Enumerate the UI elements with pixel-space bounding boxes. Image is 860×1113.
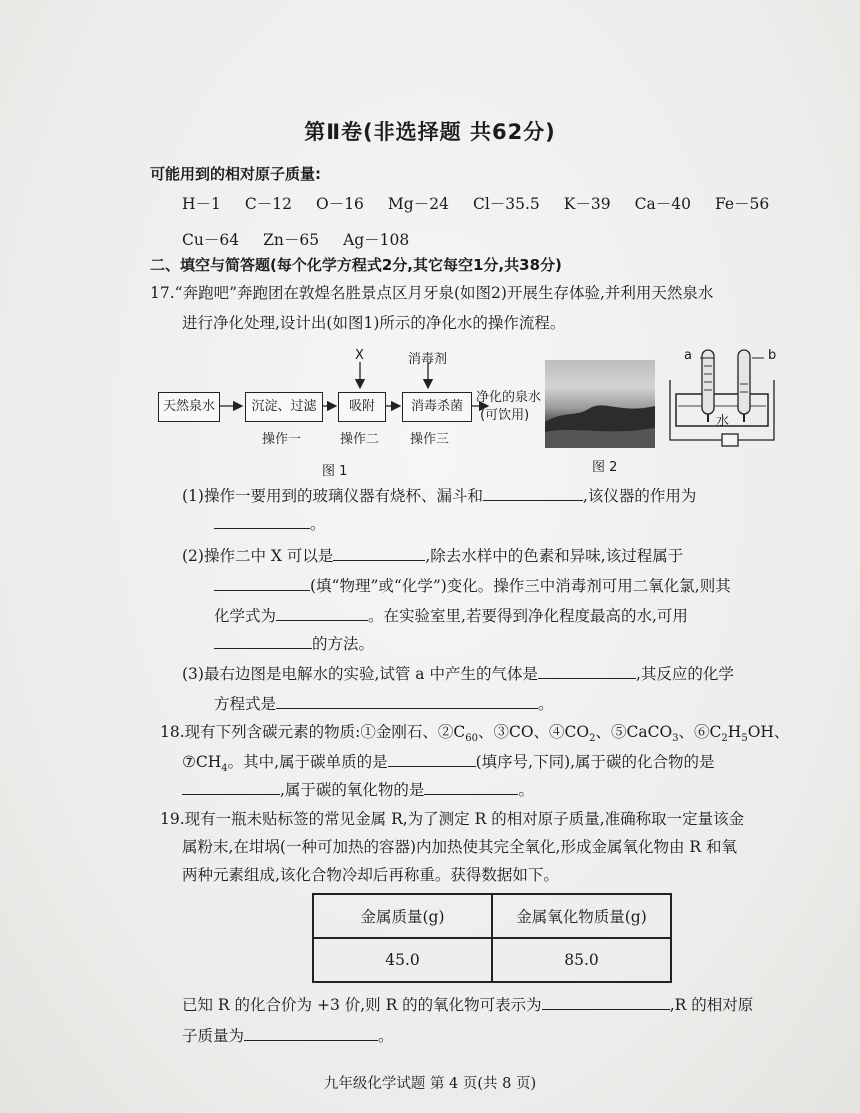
op-2-label: 操作二 [340, 432, 380, 447]
atomic-mass: Cl－35.5 [472, 195, 540, 213]
table-cell: 85.0 [492, 938, 671, 982]
answer-blank[interactable] [214, 513, 310, 529]
text: (1)操作一要用到的玻璃仪器有烧杯、漏斗和 [182, 487, 483, 505]
q19-after-line-2 [182, 1024, 394, 1046]
text: 18.现有下列含碳元素的物质:①金刚石、②C [160, 723, 466, 741]
text: 方程式是 [214, 695, 277, 713]
table-header-cell: 金属质量(g) [313, 894, 492, 938]
answer-blank[interactable] [214, 633, 312, 649]
mass-data-table [312, 893, 672, 983]
section-heading: 二、填空与简答题(每个化学方程式2分,其它每空1分,共38分) [150, 256, 562, 274]
atomic-mass: Fe－56 [714, 195, 770, 213]
text: 化学式为 [214, 607, 277, 625]
answer-blank[interactable] [538, 663, 636, 679]
text: 。 [538, 695, 554, 713]
answer-blank[interactable] [388, 751, 476, 767]
q17-part-1-cont [214, 512, 326, 534]
answer-blank[interactable] [182, 779, 280, 795]
table-header-row [313, 894, 671, 938]
q18-line-1 [160, 720, 789, 744]
table-header-cell: 金属氧化物质量(g) [492, 894, 671, 938]
atomic-mass: Ca－40 [634, 195, 691, 213]
q17-part-2-line-3 [214, 604, 688, 626]
figure-2-caption: 图 2 [592, 460, 618, 475]
figure-1-caption: 图 1 [322, 464, 348, 479]
text: 的方法。 [312, 635, 375, 653]
table-row [313, 938, 671, 982]
q17-part-3 [182, 662, 734, 684]
text: H [727, 723, 742, 741]
answer-blank[interactable] [276, 605, 368, 621]
atomic-mass: H－1 [182, 195, 221, 213]
atomic-mass: O－16 [315, 195, 364, 213]
text: OH、 [747, 723, 790, 741]
atomic-mass-row-2 [182, 228, 433, 250]
atomic-mass: Mg－24 [387, 195, 449, 213]
atomic-mass: Zn－65 [263, 231, 320, 249]
flow-output-line-1: 净化的泉水 [476, 390, 542, 405]
q19-after-line-1 [182, 993, 753, 1015]
q18-line-3 [182, 778, 534, 800]
photo-landscape [545, 392, 655, 448]
q19-line-3: 两种元素组成,该化合物冷却后再称重。获得数据如下。 [182, 866, 559, 884]
subscript: 5 [741, 733, 748, 745]
text: (填序号,下同),属于碳的化合物的是 [475, 753, 715, 771]
op-1-label: 操作一 [262, 432, 302, 447]
text: (2)操作二中 X 可以是 [182, 547, 334, 565]
op-3-label: 操作三 [410, 432, 450, 447]
atomic-mass: K－39 [563, 195, 611, 213]
text: ,R 的相对原 [669, 996, 754, 1014]
text: ,除去水样中的色素和异味,该过程属于 [425, 547, 684, 565]
page-footer: 九年级化学试题 第 4 页(共 8 页) [323, 1076, 537, 1092]
atomic-mass: Ag－108 [343, 231, 410, 249]
q17-part-1 [182, 484, 696, 506]
text: ,该仪器的作用为 [582, 487, 697, 505]
q19-line-1: 19.现有一瓶未贴标签的常见金属 R,为了测定 R 的相对原子质量,准确称取一定量该金 [160, 810, 745, 828]
text: 。 [310, 515, 326, 533]
q19-line-2: 属粉末,在坩埚(一种可加热的容器)内加热使其完全氧化,形成金属氧化物由 R 和氧 [182, 838, 737, 856]
text: 。 [518, 781, 534, 799]
text: 。其中,属于碳单质的是 [227, 753, 388, 771]
text: ,属于碳的氧化物的是 [280, 781, 425, 799]
text: (3)最右边图是电解水的实验,试管 a 中产生的气体是 [182, 665, 538, 683]
q17-part-2-line-2 [214, 574, 731, 596]
flow-output-line-2: (可饮用) [480, 408, 530, 423]
text: 已知 R 的化合价为 +3 价,则 R 的的氧化物可表示为 [182, 996, 542, 1014]
water-label: 水 [716, 414, 730, 429]
flow-input-x: X [355, 348, 364, 363]
q17-part-2-line-4 [214, 632, 374, 654]
text: 、③CO、④CO [477, 723, 590, 741]
atomic-mass-row-1 [182, 192, 793, 214]
subscript: 4 [221, 763, 228, 775]
subscript: 3 [672, 733, 679, 745]
flow-box-spring-water: 天然泉水 [158, 392, 220, 422]
answer-blank[interactable] [214, 575, 310, 591]
flow-box-adsorb: 吸附 [338, 392, 386, 422]
q17-line-2: 进行净化处理,设计出(如图1)所示的净化水的操作流程。 [182, 314, 566, 332]
electrolysis-apparatus [664, 340, 784, 452]
atomic-mass: Cu－64 [182, 231, 240, 249]
text: ,其反应的化学 [635, 665, 734, 683]
text: 。在实验室里,若要得到净化程度最高的水,可用 [368, 607, 688, 625]
q17-part-3-cont [214, 692, 554, 714]
answer-blank[interactable] [483, 485, 583, 501]
subscript: 60 [465, 733, 478, 745]
answer-blank[interactable] [542, 994, 670, 1010]
text: 。 [378, 1027, 394, 1045]
tube-b-label: b [768, 348, 777, 363]
atomic-mass: C－12 [244, 195, 292, 213]
q18-line-2 [182, 750, 715, 774]
answer-blank[interactable] [424, 779, 518, 795]
text: ⑦CH [182, 753, 222, 771]
q17-part-2 [182, 544, 683, 566]
text: (填“物理”或“化学”)变化。操作三中消毒剂可用二氧化氯,则其 [310, 577, 731, 595]
text: 、⑤CaCO [595, 723, 673, 741]
q17-line-1: 17.“奔跑吧”奔跑团在敦煌名胜景点区月牙泉(如图2)开展生存体验,并利用天然泉水 [150, 284, 714, 302]
flow-input-disinfectant: 消毒剂 [408, 352, 448, 367]
crescent-spring-photo [545, 360, 655, 448]
answer-blank[interactable] [276, 693, 538, 709]
text: 、⑥C [678, 723, 722, 741]
subscript: 2 [589, 733, 596, 745]
flow-box-settle-filter: 沉淀、过滤 [245, 392, 323, 422]
subscript: 2 [721, 733, 728, 745]
answer-blank[interactable] [244, 1025, 378, 1041]
table-cell: 45.0 [313, 938, 492, 982]
tube-a-label: a [684, 348, 692, 363]
text: 子质量为 [182, 1027, 245, 1045]
atomic-mass-label: 可能用到的相对原子质量: [150, 165, 321, 183]
answer-blank[interactable] [333, 545, 425, 561]
section-title: 第Ⅱ卷(非选择题 共62分) [304, 120, 556, 144]
flow-box-disinfect: 消毒杀菌 [402, 392, 472, 422]
